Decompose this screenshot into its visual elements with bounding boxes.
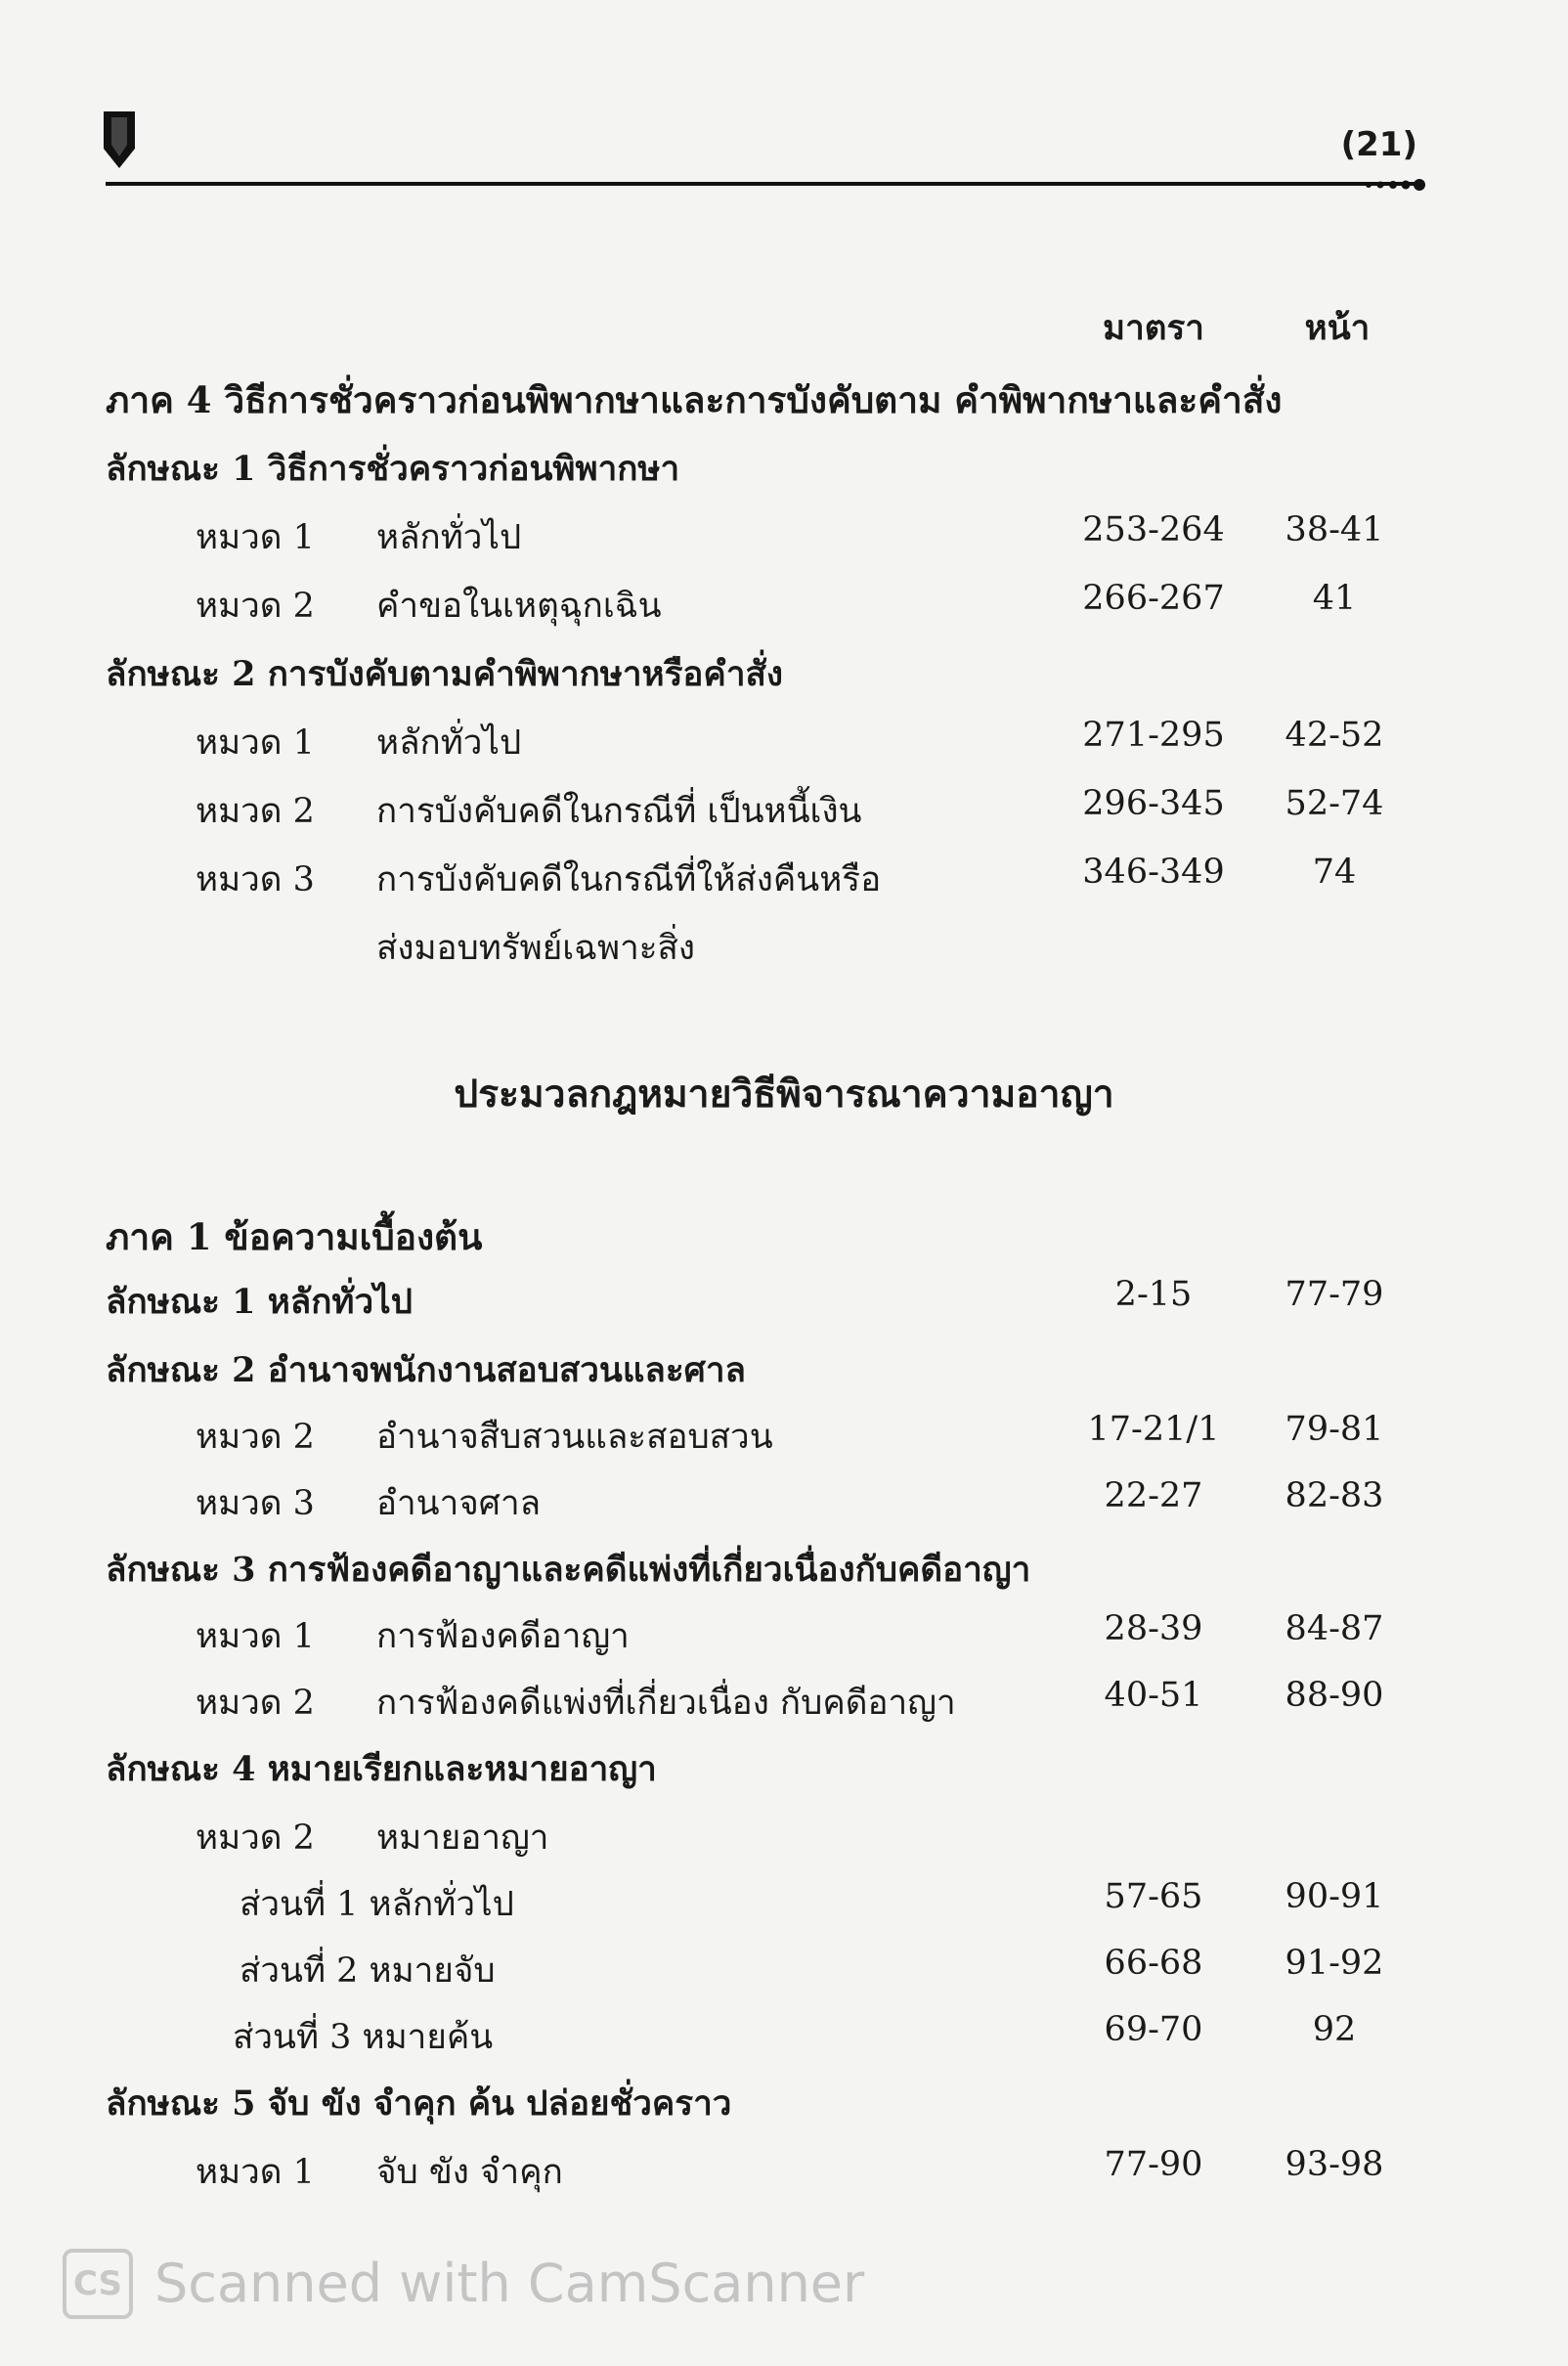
section-range: 77-90 (1104, 2145, 1203, 2184)
section-range: 266-267 (1082, 579, 1225, 618)
chapter-title: หลักทั่วไป (376, 518, 522, 557)
page-range: 91-92 (1285, 1944, 1384, 1983)
section-range: 2-15 (1114, 1275, 1193, 1314)
chapter-label: หมวด 3 (196, 860, 315, 899)
title-heading: ลักษณะ 1 หลักทั่วไป (106, 1282, 413, 1322)
page-range: 42-52 (1285, 716, 1384, 755)
part-section-title: ส่วนที่ 1 หลักทั่วไป (240, 1885, 514, 1924)
chapter-title: อำนาจศาล (376, 1484, 542, 1523)
camscanner-logo-icon: CS (63, 2249, 133, 2319)
chapter-label: หมวด 1 (196, 723, 315, 763)
bookmark-ornament-icon (98, 110, 141, 170)
page-range: 77-79 (1285, 1275, 1384, 1314)
page-range: 90-91 (1285, 1877, 1384, 1916)
page-range: 79-81 (1285, 1410, 1384, 1449)
chapter-label: หมวด 1 (196, 2153, 315, 2192)
rule-end-ornament-icon (1339, 176, 1427, 194)
chapter-title-continued: ส่งมอบทรัพย์เฉพาะสิ่ง (376, 929, 695, 968)
chapter-label: หมวด 2 (196, 1684, 315, 1723)
part-section-title: ส่วนที่ 2 หมายจับ (240, 1951, 496, 1991)
section-range: 346-349 (1082, 853, 1225, 892)
title-heading: ลักษณะ 1 วิธีการชั่วคราวก่อนพิพากษา (106, 449, 680, 489)
column-header-pages: หน้า (1304, 308, 1371, 348)
chapter-label: หมวด 1 (196, 518, 315, 557)
page-range: 93-98 (1285, 2145, 1384, 2184)
chapter-label: หมวด 2 (196, 792, 315, 831)
chapter-title: การบังคับคดีในกรณีที่ เป็นหนี้เงิน (376, 792, 862, 831)
page-range: 82-83 (1285, 1476, 1384, 1515)
section-range: 66-68 (1104, 1944, 1203, 1983)
section-range: 69-70 (1104, 2010, 1203, 2049)
page-range: 38-41 (1285, 510, 1384, 549)
scanner-watermark: Scanned with CamScanner (154, 2253, 865, 2314)
chapter-label: หมวด 1 (196, 1617, 315, 1656)
section-range: 296-345 (1082, 784, 1225, 823)
section-range: 17-21/1 (1087, 1410, 1220, 1449)
title-heading: ลักษณะ 2 อำนาจพนักงานสอบสวนและศาล (106, 1350, 746, 1390)
chapter-title: การฟ้องคดีแพ่งที่เกี่ยวเนื่อง กับคดีอาญา (376, 1684, 956, 1723)
chapter-title: คำขอในเหตุฉุกเฉิน (376, 587, 662, 626)
column-header-sections: มาตรา (1103, 308, 1204, 348)
page-range: 84-87 (1285, 1609, 1384, 1648)
chapter-title: จับ ขัง จำคุก (376, 2153, 563, 2192)
section-range: 40-51 (1104, 1676, 1203, 1715)
section-range: 271-295 (1082, 716, 1225, 755)
part-heading: ภาค 1 ข้อความเบื้องต้น (106, 1215, 483, 1258)
chapter-label: หมวด 2 (196, 1818, 315, 1858)
page-range: 52-74 (1285, 784, 1384, 823)
chapter-title: การฟ้องคดีอาญา (376, 1617, 630, 1656)
section-range: 22-27 (1104, 1476, 1203, 1515)
chapter-label: หมวด 2 (196, 587, 315, 626)
chapter-label: หมวด 3 (196, 1484, 315, 1523)
chapter-label: หมวด 2 (196, 1418, 315, 1457)
code-heading: ประมวลกฎหมายวิธีพิจารณาความอาญา (454, 1072, 1114, 1117)
page-number: (21) (1340, 125, 1417, 164)
title-heading: ลักษณะ 4 หมายเรียกและหมายอาญา (106, 1749, 657, 1789)
section-range: 57-65 (1104, 1877, 1203, 1916)
page-range: 74 (1312, 853, 1357, 892)
chapter-title: การบังคับคดีในกรณีที่ให้ส่งคืนหรือ (376, 860, 882, 899)
title-heading: ลักษณะ 5 จับ ขัง จำคุก ค้น ปล่อยชั่วคราว (106, 2083, 732, 2124)
page-range: 92 (1312, 2010, 1357, 2049)
part-heading: ภาค 4 วิธีการชั่วคราวก่อนพิพากษาและการบังคับตาม คำพิพากษาและคำสั่ง (106, 378, 1283, 421)
chapter-title: หลักทั่วไป (376, 723, 522, 763)
section-range: 28-39 (1104, 1609, 1203, 1648)
title-heading: ลักษณะ 2 การบังคับตามคำพิพากษาหรือคำสั่ง (106, 654, 783, 694)
chapter-title: อำนาจสืบสวนและสอบสวน (376, 1418, 773, 1457)
header-rule (106, 182, 1416, 186)
chapter-title: หมายอาญา (376, 1818, 549, 1858)
title-heading: ลักษณะ 3 การฟ้องคดีอาญาและคดีแพ่งที่เกี่ยวเนื่องกับคดีอาญา (106, 1550, 1031, 1590)
page-range: 41 (1312, 579, 1357, 618)
page-range: 88-90 (1285, 1676, 1384, 1715)
part-section-title: ส่วนที่ 3 หมายค้น (233, 2018, 494, 2057)
section-range: 253-264 (1082, 510, 1225, 549)
